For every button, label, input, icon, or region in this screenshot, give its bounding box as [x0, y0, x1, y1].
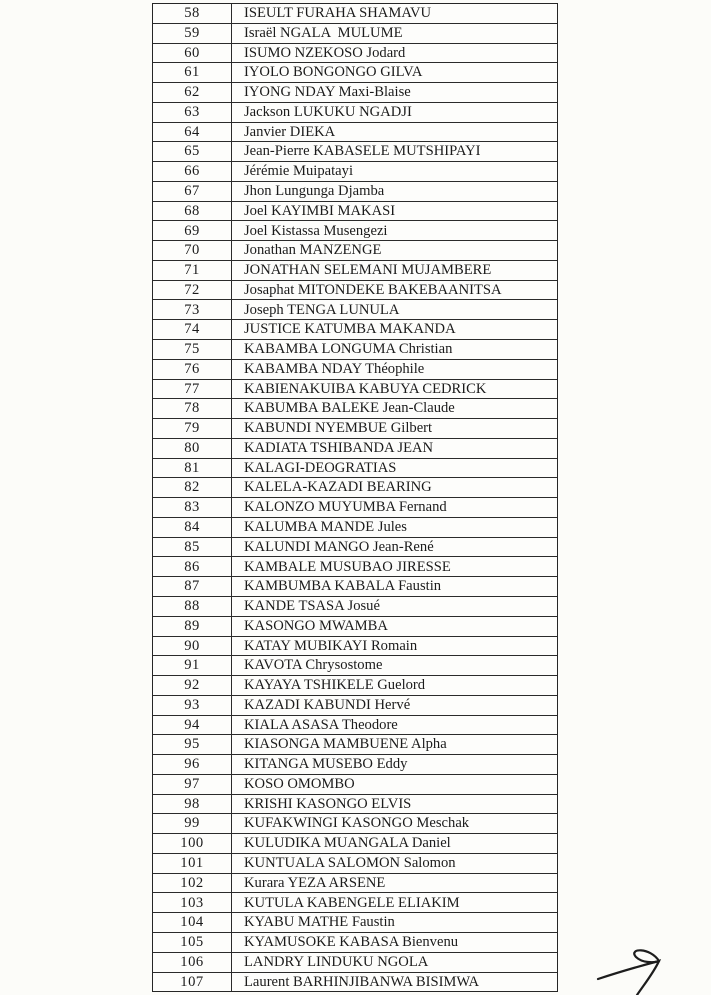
row-name: KAMBUMBA KABALA Faustin	[244, 578, 442, 595]
row-name: KUFAKWINGI KASONGO Meschak	[244, 815, 470, 832]
row-number: 93	[153, 696, 232, 715]
row-number: 99	[153, 814, 232, 833]
row-number: 87	[153, 577, 232, 596]
table-row	[153, 399, 557, 419]
row-number: 101	[153, 854, 232, 873]
table-row	[153, 716, 557, 736]
table-row	[153, 281, 557, 301]
row-number: 70	[153, 241, 232, 260]
row-name: Jackson LUKUKU NGADJI	[244, 103, 412, 120]
row-name: KALELA-KAZADI BEARING	[244, 479, 432, 496]
row-number: 78	[153, 399, 232, 418]
row-number: 82	[153, 478, 232, 497]
row-name: KANDE TSASA Josué	[244, 598, 380, 615]
row-number: 63	[153, 103, 232, 122]
row-name: KIALA ASASA Theodore	[244, 716, 398, 733]
table-row	[153, 162, 557, 182]
row-name: IYONG NDAY Maxi-Blaise	[244, 84, 411, 101]
table-row	[153, 755, 557, 775]
row-number: 89	[153, 617, 232, 636]
row-name: KRISHI KASONGO ELVIS	[244, 795, 412, 812]
row-number: 86	[153, 557, 232, 576]
table-row	[153, 340, 557, 360]
table-row	[153, 360, 557, 380]
row-number: 80	[153, 439, 232, 458]
table-row	[153, 498, 557, 518]
row-name: KAZADI KABUNDI Hervé	[244, 696, 411, 713]
row-number: 100	[153, 834, 232, 853]
row-number: 60	[153, 44, 232, 63]
table-row	[153, 676, 557, 696]
row-name: Jhon Lungunga Djamba	[244, 182, 385, 199]
table-row	[153, 63, 557, 83]
row-number: 90	[153, 637, 232, 656]
row-number: 81	[153, 459, 232, 478]
table-row	[153, 735, 557, 755]
row-name: LANDRY LINDUKU NGOLA	[244, 953, 429, 970]
table-row	[153, 300, 557, 320]
row-number: 72	[153, 281, 232, 300]
row-number: 75	[153, 340, 232, 359]
row-number: 58	[153, 4, 232, 23]
table-row	[153, 419, 557, 439]
table-row	[153, 123, 557, 143]
row-name: Jonathan MANZENGE	[244, 242, 382, 259]
row-number: 74	[153, 320, 232, 339]
row-name: KAYAYA TSHIKELE Guelord	[244, 677, 426, 694]
row-name: KIASONGA MAMBUENE Alpha	[244, 736, 447, 753]
handwritten-arrow-mark-icon	[568, 938, 698, 995]
row-number: 83	[153, 498, 232, 517]
table-row	[153, 478, 557, 498]
table-row	[153, 577, 557, 597]
row-number: 77	[153, 380, 232, 399]
table-row	[153, 103, 557, 123]
table-row	[153, 182, 557, 202]
row-number: 73	[153, 300, 232, 319]
row-name: KUNTUALA SALOMON Salomon	[244, 855, 456, 871]
row-name: KADIATA TSHIBANDA JEAN	[244, 439, 434, 456]
row-name: Joel Kistassa Musengezi	[244, 222, 388, 239]
row-name: Jean-Pierre KABASELE MUTSHIPAYI	[244, 143, 481, 160]
row-name: KUTULA KABENGELE ELIAKIM	[244, 894, 460, 911]
row-number: 69	[153, 221, 232, 240]
table-row	[153, 696, 557, 716]
row-number: 96	[153, 755, 232, 774]
row-number: 94	[153, 716, 232, 735]
row-name: KAVOTA Chrysostome	[244, 657, 383, 674]
row-number: 97	[153, 775, 232, 794]
row-number: 68	[153, 202, 232, 221]
row-number: 64	[153, 123, 232, 142]
row-number: 107	[153, 973, 232, 992]
row-name: Joseph TENGA LUNULA	[244, 301, 400, 318]
row-number: 62	[153, 83, 232, 102]
row-name: KAMBALE MUSUBAO JIRESSE	[244, 558, 451, 575]
table-row	[153, 973, 557, 992]
table-row	[153, 834, 557, 854]
row-number: 67	[153, 182, 232, 201]
row-name: JONATHAN SELEMANI MUJAMBERE	[244, 262, 492, 279]
table-row	[153, 202, 557, 222]
row-name: KABAMBA LONGUMA Christian	[244, 341, 453, 358]
row-number: 61	[153, 63, 232, 82]
row-number: 79	[153, 419, 232, 438]
table-row	[153, 380, 557, 400]
row-number: 59	[153, 24, 232, 43]
row-name: IYOLO BONGONGO GILVA	[244, 64, 423, 81]
row-number: 103	[153, 893, 232, 912]
table-row	[153, 439, 557, 459]
table-row	[153, 538, 557, 558]
table-row	[153, 261, 557, 281]
row-name: KOSO OMOMBO	[244, 775, 355, 792]
row-name: KITANGA MUSEBO Eddy	[244, 756, 408, 773]
row-number: 76	[153, 360, 232, 379]
table-row	[153, 637, 557, 657]
row-name: Janvier DIEKA	[244, 123, 336, 140]
row-number: 106	[153, 953, 232, 972]
row-name: KASONGO MWAMBA	[244, 617, 388, 634]
table-row	[153, 459, 557, 479]
row-number: 84	[153, 518, 232, 537]
roster-table	[152, 3, 558, 992]
row-number: 91	[153, 656, 232, 675]
table-row	[153, 933, 557, 953]
row-name: KALONZO MUYUMBA Fernand	[244, 499, 447, 516]
row-number: 95	[153, 735, 232, 754]
row-name: Israël NGALA MULUME	[244, 24, 403, 41]
row-number: 104	[153, 913, 232, 932]
table-row	[153, 83, 557, 103]
table-row	[153, 656, 557, 676]
row-number: 88	[153, 597, 232, 616]
row-name: KABUNDI NYEMBUE Gilbert	[244, 420, 433, 437]
row-name: Kurara YEZA ARSENE	[244, 874, 386, 891]
table-row	[153, 518, 557, 538]
row-name: ISUMO NZEKOSO Jodard	[244, 44, 406, 61]
table-row	[153, 4, 557, 24]
table-row	[153, 241, 557, 261]
row-number: 85	[153, 538, 232, 557]
table-row	[153, 893, 557, 913]
table-row	[153, 913, 557, 933]
table-row	[153, 775, 557, 795]
row-number: 66	[153, 162, 232, 181]
table-row	[153, 953, 557, 973]
row-name: Laurent BARHINJIBANWA BISIMWA	[244, 973, 480, 990]
row-number: 71	[153, 261, 232, 280]
row-name: KALUNDI MANGO Jean-René	[244, 538, 434, 555]
row-number: 92	[153, 676, 232, 695]
row-name: KABAMBA NDAY Théophile	[244, 360, 425, 377]
row-name: Joel KAYIMBI MAKASI	[244, 202, 396, 219]
row-name: KYAMUSOKE KABASA Bienvenu	[244, 934, 459, 951]
row-name: Jérémie Muipatayi	[244, 163, 354, 180]
table-row	[153, 44, 557, 64]
row-name: KYABU MATHE Faustin	[244, 914, 395, 931]
row-name: KABUMBA BALEKE Jean-Claude	[244, 400, 455, 417]
row-number: 65	[153, 142, 232, 161]
table-row	[153, 795, 557, 815]
table-row	[153, 557, 557, 577]
row-name: KATAY MUBIKAYI Romain	[244, 637, 418, 654]
row-number: 102	[153, 874, 232, 893]
table-row	[153, 854, 557, 874]
row-name: Josaphat MITONDEKE BAKEBAANITSA	[244, 281, 502, 298]
row-name: KABIENAKUIBA KABUYA CEDRICK	[244, 380, 487, 397]
row-name: ISEULT FURAHA SHAMAVU	[244, 5, 432, 22]
table-row	[153, 597, 557, 617]
table-row	[153, 24, 557, 44]
table-row	[153, 617, 557, 637]
table-row	[153, 874, 557, 894]
row-name: KULUDIKA MUANGALA Daniel	[244, 835, 451, 852]
table-row	[153, 142, 557, 162]
table-row	[153, 814, 557, 834]
row-name: KALUMBA MANDE Jules	[244, 518, 407, 535]
row-name: JUSTICE KATUMBA MAKANDA	[244, 321, 456, 338]
row-number: 105	[153, 933, 232, 952]
row-name: KALAGI-DEOGRATIAS	[244, 459, 397, 476]
row-number: 98	[153, 795, 232, 814]
table-row	[153, 320, 557, 340]
table-row	[153, 221, 557, 241]
